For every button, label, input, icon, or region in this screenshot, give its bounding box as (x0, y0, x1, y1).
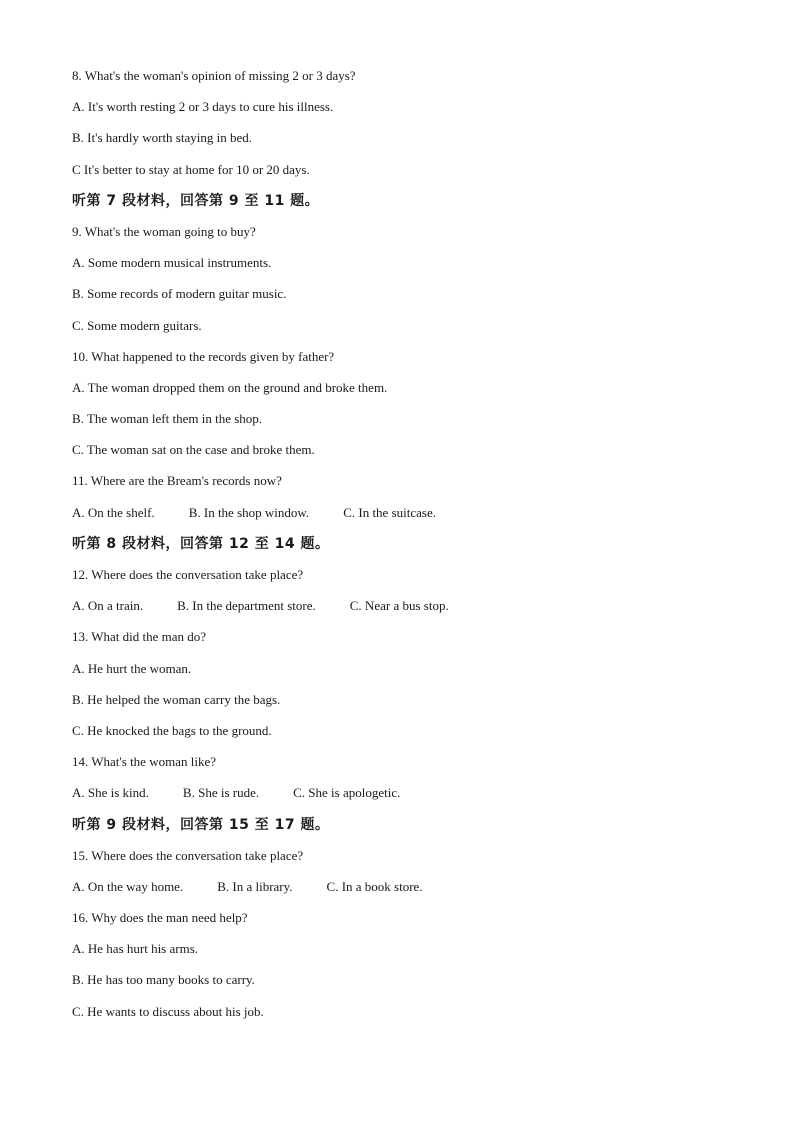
answer-option: C. The woman sat on the case and broke them. (72, 442, 315, 458)
answer-option: C. He wants to discuss about his job. (72, 1003, 264, 1019)
answer-option: A. She is kind. (72, 785, 149, 801)
answer-options-row (72, 783, 752, 814)
answer-option: C It's better to stay at home for 10 or 20 days. (72, 161, 310, 177)
answer-option: A. On the way home. (72, 878, 184, 894)
question-text: 10. What happened to the records given by father? (72, 348, 335, 364)
answer-option: B. He helped the woman carry the bags. (72, 691, 281, 707)
answer-option: B. It's hardly worth staying in bed. (72, 130, 252, 146)
answer-option: A. Some modern musical instruments. (72, 255, 272, 271)
answer-option: A. It's worth resting 2 or 3 days to cure his illness. (72, 99, 334, 115)
answer-option: A. He has hurt his arms. (72, 941, 199, 957)
answer-option: C. Near a bus stop. (349, 598, 449, 614)
section-heading: 听第 7 段材料，回答第 9 至 11 题。 (72, 192, 320, 209)
question-text: 12. Where does the conversation take place? (72, 567, 304, 582)
answer-option: C. She is apologetic. (293, 785, 401, 801)
question-text: 11. Where are the Bream's records now? (72, 473, 282, 489)
question-text: 9. What's the woman going to buy? (72, 223, 256, 239)
answer-option: B. He has too many books to carry. (72, 972, 255, 988)
question-text: 15. Where does the conversation take place? (72, 847, 304, 863)
answer-option: C. Some modern guitars. (72, 317, 202, 333)
answer-options-row (72, 877, 752, 908)
question-text: 16. Why does the man need help? (72, 910, 248, 926)
answer-option: B. In the department store. (177, 598, 316, 614)
answer-option: B. Some records of modern guitar music. (72, 286, 287, 302)
answer-option: A. On the shelf. (72, 504, 155, 520)
question-text: 14. What's the woman like? (72, 754, 216, 770)
question-text: 8. What's the woman's opinion of missing 2 or 3 days? (72, 68, 356, 83)
answer-option: B. In a library. (217, 878, 293, 894)
document-page (72, 66, 752, 1033)
answer-option: A. On a train. (72, 598, 144, 614)
answer-option: A. He hurt the woman. (72, 660, 192, 676)
section-heading: 听第 8 段材料，回答第 12 至 14 题。 (72, 535, 330, 552)
section-heading: 听第 9 段材料，回答第 15 至 17 题。 (72, 816, 330, 833)
answer-option: B. She is rude. (182, 785, 260, 801)
answer-option: C. He knocked the bags to the ground. (72, 722, 272, 738)
answer-option: B. The woman left them in the shop. (72, 411, 263, 427)
answer-option: A. The woman dropped them on the ground and broke them. (72, 379, 388, 395)
answer-option: C. In a book store. (326, 878, 423, 894)
answer-option: B. In the shop window. (188, 504, 310, 520)
answer-option: C. In the suitcase. (343, 504, 436, 520)
answer-options-row (72, 503, 752, 534)
question-text: 13. What did the man do? (72, 629, 207, 645)
answer-options-row (72, 596, 752, 627)
